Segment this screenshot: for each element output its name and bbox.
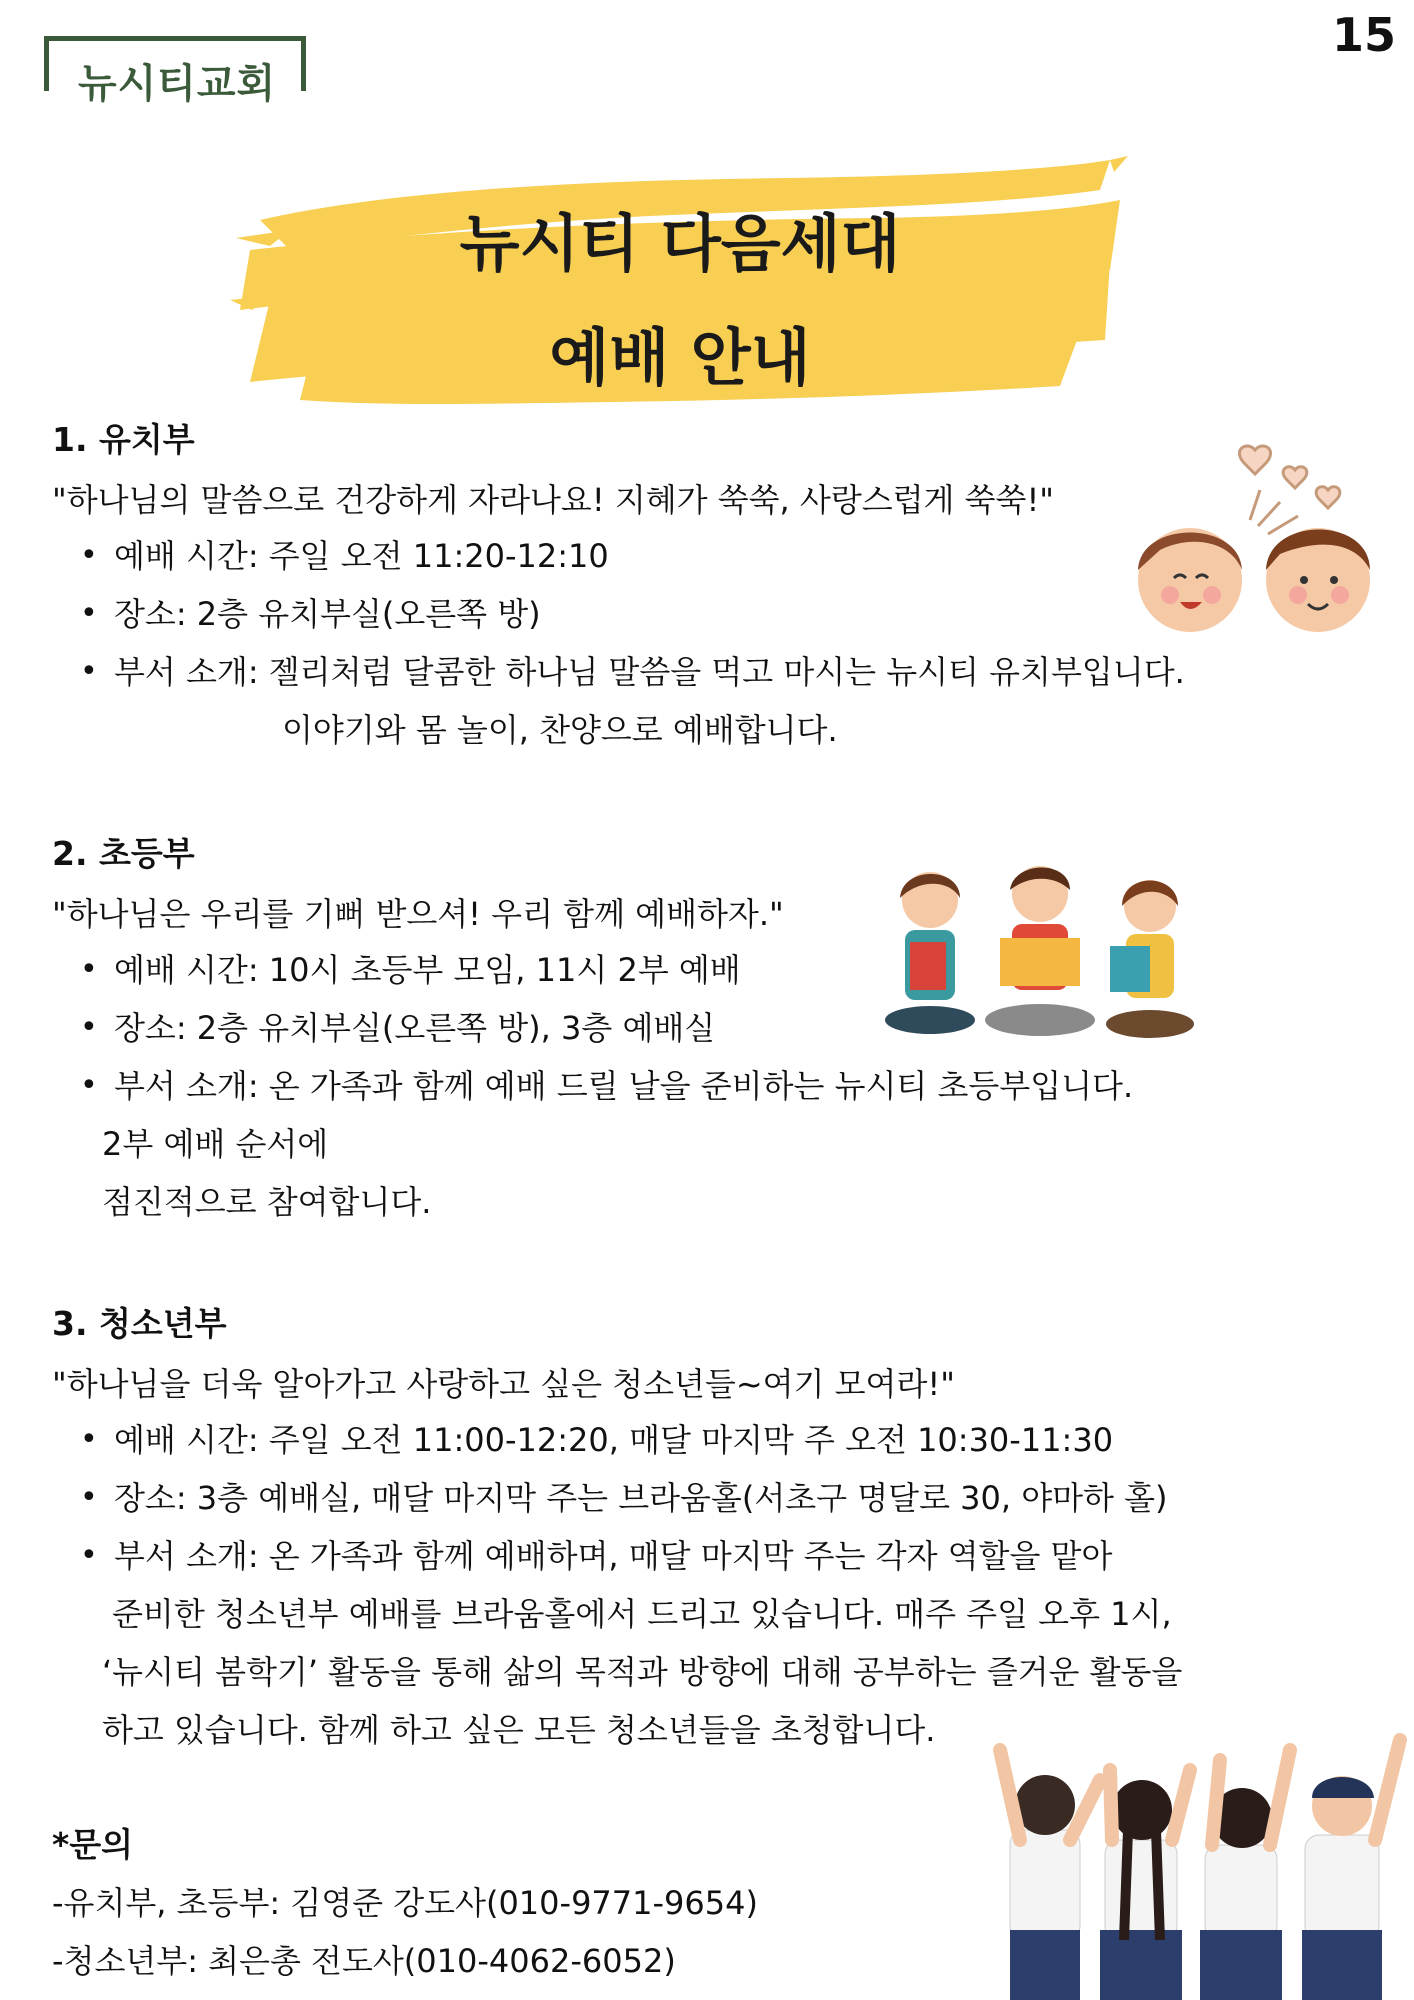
title-line-1: 뉴시티 다음세대 <box>459 207 901 280</box>
worship-place: • 장소: 3층 예배실, 매달 마지막 주는 브라움홀(서초구 명달로 30, 야마하 홀) <box>52 1469 1252 1527</box>
intro-continued: 준비한 청소년부 예배를 브라움홀에서 드리고 있습니다. 매주 주일 오후 1시, <box>112 1595 1172 1633</box>
worship-time: • 예배 시간: 주일 오전 11:20-12:10 <box>52 527 1252 585</box>
worship-time: • 예배 시간: 주일 오전 11:00-12:20, 매달 마지막 주 오전 10:30-11:30 <box>52 1411 1252 1469</box>
department-intro: • 부서 소개: 온 가족과 함께 예배하며, 매달 마지막 주는 각자 역할을 맡아 <box>52 1527 1252 1585</box>
department-intro: • 부서 소개: 온 가족과 함께 예배 드릴 날을 준비하는 뉴시티 초등부입니다. <box>52 1057 1252 1115</box>
title-banner <box>230 150 1130 410</box>
section-youth <box>52 1298 1252 1759</box>
intro-continued: 2부 예배 순서에 <box>102 1125 329 1163</box>
worship-place: • 장소: 2층 유치부실(오른쪽 방), 3층 예배실 <box>52 999 1252 1057</box>
page-number: 15 <box>1331 8 1396 62</box>
section-heading: 3. 청소년부 <box>52 1304 227 1343</box>
church-logo <box>44 36 304 106</box>
info-list <box>52 1411 1252 1585</box>
intro-continued: 점진적으로 참여합니다. <box>102 1183 432 1221</box>
intro-continued: ‘뉴시티 봄학기’ 활동을 통해 삶의 목적과 방향에 대해 공부하는 즐거운 활동을 <box>102 1653 1183 1691</box>
contact-line: -유치부, 초등부: 김영준 강도사(010-9771-9654) <box>52 1884 758 1922</box>
kids-reading-illustration <box>870 860 1210 1050</box>
intro-continued: 하고 있습니다. 함께 하고 싶은 모든 청소년들을 초청합니다. <box>102 1711 936 1749</box>
section-motto: "하나님을 더욱 알아가고 사랑하고 싶은 청소년들~여기 모여라!" <box>52 1365 955 1403</box>
info-list <box>52 527 1252 701</box>
contact-heading: *문의 <box>52 1825 134 1864</box>
section-motto: "하나님은 우리를 기뻐 받으셔! 우리 함께 예배하자." <box>52 895 784 933</box>
two-kids-illustration <box>1130 430 1390 640</box>
department-intro: • 부서 소개: 젤리처럼 달콤한 하나님 말씀을 먹고 마시는 뉴시티 유치부입니다. <box>52 643 1252 701</box>
teens-cheering-illustration <box>990 1710 1414 2000</box>
section-motto: "하나님의 말씀으로 건강하게 자라나요! 지혜가 쑥쑥, 사랑스럽게 쑥쑥!" <box>52 481 1055 519</box>
section-heading: 1. 유치부 <box>52 420 195 459</box>
section-kindergarten <box>52 414 1252 759</box>
title-line-2: 예배 안내 <box>549 321 811 394</box>
contact-info <box>52 1816 758 1990</box>
contact-line: -청소년부: 최은총 전도사(010-4062-6052) <box>52 1942 676 1980</box>
intro-continued: 이야기와 몸 놀이, 찬양으로 예배합니다. <box>282 711 838 749</box>
church-name: 뉴시티교회 <box>68 52 286 109</box>
worship-place: • 장소: 2층 유치부실(오른쪽 방) <box>52 585 1252 643</box>
section-heading: 2. 초등부 <box>52 834 195 873</box>
worship-time: • 예배 시간: 10시 초등부 모임, 11시 2부 예배 <box>52 941 1252 999</box>
